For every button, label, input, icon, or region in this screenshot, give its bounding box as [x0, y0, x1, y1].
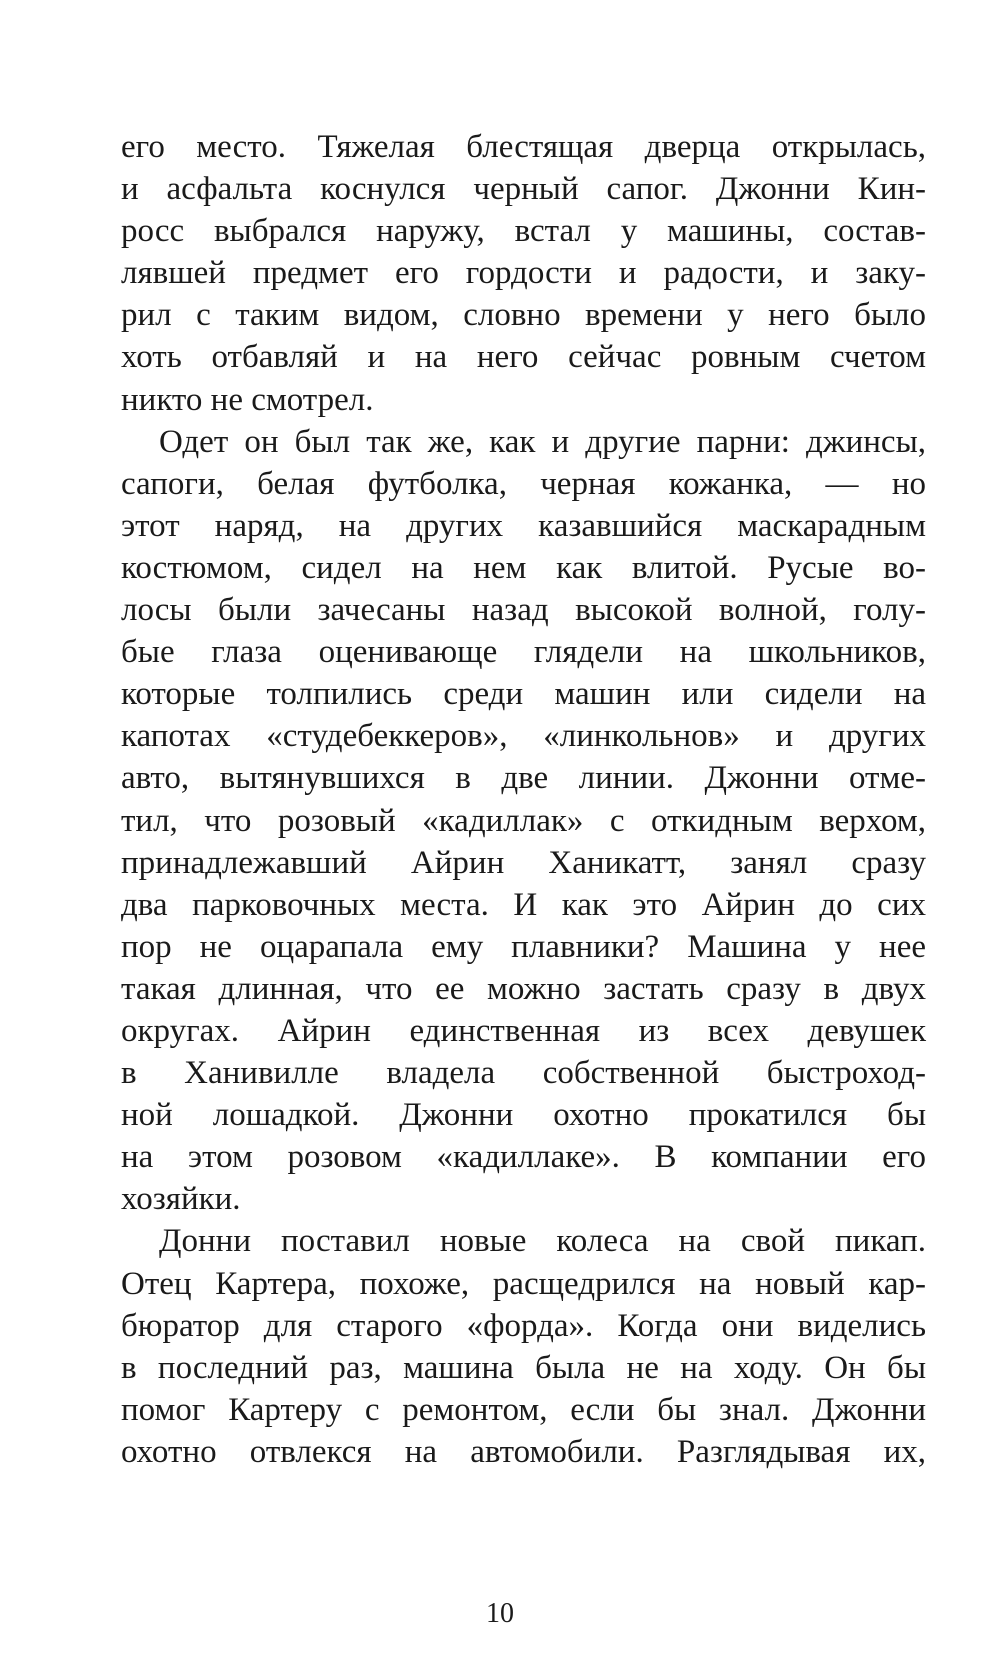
text-line: которые толпились среди машин или сидели на — [121, 676, 926, 713]
text-line: два парковочных места. И как это Айрин до сих — [121, 886, 926, 923]
text-line: рил с таким видом, словно времени у него было — [121, 297, 926, 334]
paragraph-3 — [121, 1220, 926, 1473]
text-line: хоть отбавляй и на него сейчас ровным счетом — [121, 339, 926, 376]
text-line: Отец Картера, похоже, расщедрился на новый кар- — [121, 1265, 926, 1302]
text-line: Донни поставил новые колеса на свой пикап. — [159, 1223, 926, 1260]
text-line: бые глаза оценивающе глядели на школьников, — [121, 634, 926, 671]
text-line: пор не оцарапала ему плавники? Машина у нее — [121, 928, 926, 965]
text-line: лявшей предмет его гордости и радости, и заку- — [121, 255, 926, 292]
text-line: округах. Айрин единственная из всех девушек — [121, 1012, 926, 1049]
text-line: в Ханивилле владела собственной быстроход- — [121, 1055, 926, 1092]
body-text — [121, 126, 926, 1473]
text-line: бюратор для старого «форда». Когда они виделись — [121, 1307, 926, 1344]
text-line: этот наряд, на других казавшийся маскарадным — [121, 507, 926, 544]
text-line: никто не смотрел. — [121, 381, 374, 418]
text-line: росс выбрался наружу, встал у машины, состав- — [121, 213, 926, 250]
text-line: хозяйки. — [121, 1181, 241, 1218]
text-line: Одет он был так же, как и другие парни: джинсы, — [159, 423, 926, 460]
text-line: его место. Тяжелая блестящая дверца открылась, — [121, 129, 926, 165]
text-line: на этом розовом «кадиллаке». В компании его — [121, 1139, 926, 1176]
text-line: авто, вытянувшихся в две линии. Джонни отме- — [121, 760, 926, 797]
text-line: сапоги, белая футболка, черная кожанка, — но — [121, 465, 926, 502]
text-line: в последний раз, машина была не на ходу. Он бы — [121, 1349, 926, 1386]
text-line: помог Картеру с ремонтом, если бы знал. Джонни — [121, 1391, 926, 1428]
text-line: такая длинная, что ее можно застать сразу в двух — [121, 970, 926, 1007]
text-line: тил, что розовый «кадиллак» с откидным верхом, — [121, 802, 926, 839]
text-line: принадлежавший Айрин Ханикатт, занял сразу — [121, 844, 926, 881]
paragraph-1 — [121, 126, 926, 421]
text-line: капотах «студебеккеров», «линкольнов» и других — [121, 718, 926, 755]
text-line: костюмом, сидел на нем как влитой. Русые во- — [121, 549, 926, 586]
text-line: охотно отвлекся на автомобили. Разглядывая их, — [121, 1433, 926, 1470]
page-number: 10 — [486, 1598, 514, 1629]
text-line: ной лошадкой. Джонни охотно прокатился бы — [121, 1097, 926, 1134]
text-line: и асфальта коснулся черный сапог. Джонни Кин- — [121, 171, 926, 208]
paragraph-2 — [121, 421, 926, 1221]
text-line: лосы были зачесаны назад высокой волной, голу- — [121, 592, 926, 629]
